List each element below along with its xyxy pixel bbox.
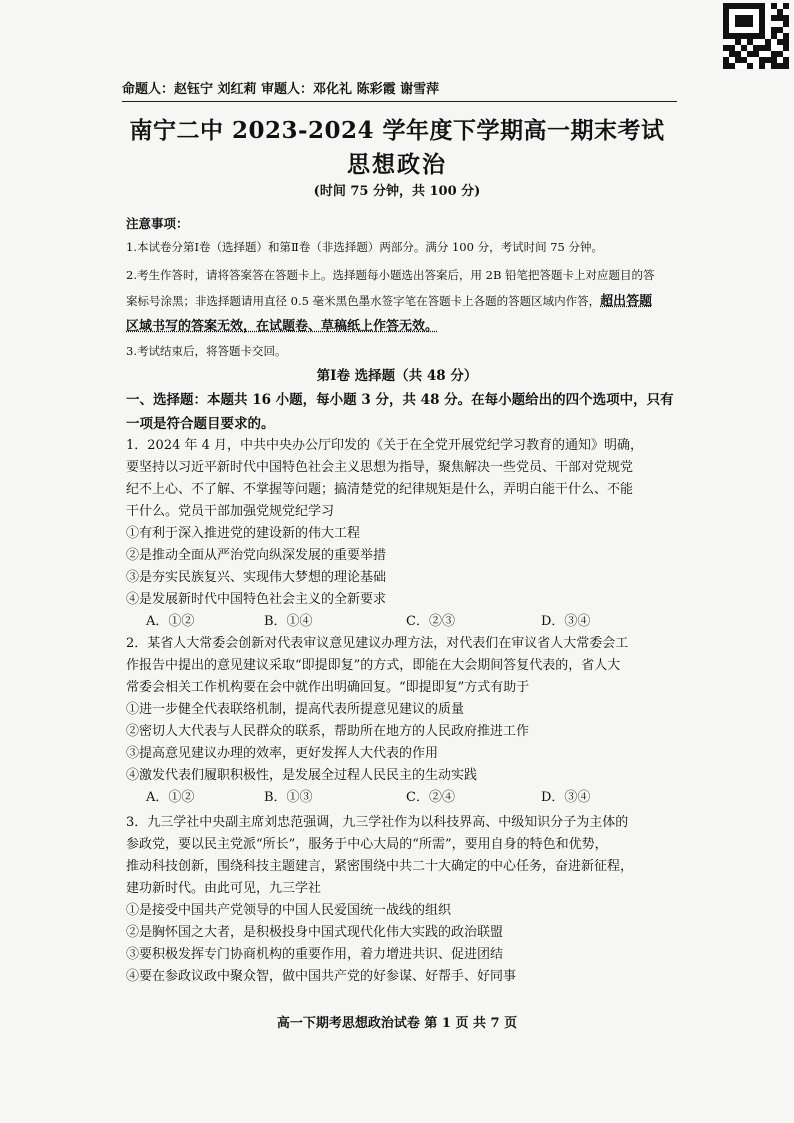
qr-code bbox=[723, 3, 789, 69]
section-title: 第Ⅰ卷 选择题（共 48 分） bbox=[316, 368, 478, 384]
notes-title: 注意事项： bbox=[126, 216, 189, 231]
q1-option-a: A．①② bbox=[146, 614, 195, 629]
header-rule bbox=[122, 101, 677, 102]
page-footer: 高一下期考思想政治试卷 第 1 页 共 7 页 bbox=[276, 1016, 518, 1031]
q2-option-d: D．③④ bbox=[541, 790, 591, 805]
q2-option-a: A．①② bbox=[146, 790, 195, 805]
q2-option-b: B．①③ bbox=[264, 790, 313, 805]
question-2: 2．某省人大常委会创新对代表审议意见建议办理方法，对代表们在审议省人大常委会工 作报告中提出的意见建议采取“即提即复”的方式，即能在大会期间答复代表的，省人大 常委会相关工作机构要在会中就作出明确回复。“即提即复”方式有助于 ①进一步健全代表联络机制，提高代表所提意见建议的质量 ②密切人大代表与人民群众的联系，帮助所在地方的人民政府推进工作 ③提高意见建议办理的效率，更好发挥人大代表的作用 ④激发代表们履职积极性，是发展全过程人民民主的生动实践 A．①② B．①③ C．②④ D．③④ bbox=[126, 633, 686, 809]
q1-option-d: D．③④ bbox=[541, 614, 591, 629]
note-2-line-3: 区域书写的答案无效，在试题卷、草稿纸上作答无效。 bbox=[126, 319, 439, 334]
subject-title: 思想政治 bbox=[347, 151, 447, 178]
section-instructions: 一、选择题：本题共 16 小题，每小题 3 分，共 48 分。在每小题给出的四个选项中，只有 一项是符合题目要求的。 bbox=[126, 392, 674, 432]
exam-title: 南宁二中 2023-2024 学年度下学期高一期末考试 bbox=[129, 117, 665, 144]
note-3: 3.考试结束后，将答题卡交回。 bbox=[126, 344, 287, 358]
note-1: 1.本试卷分第Ⅰ卷（选择题）和第Ⅱ卷（非选择题）两部分。满分 100 分，考试时间 75 分钟。 bbox=[126, 240, 604, 254]
time-info: (时间 75 分钟，共 100 分) bbox=[313, 184, 481, 199]
q1-option-b: B．①④ bbox=[264, 614, 313, 629]
question-3: 3．九三学社中央副主席刘忠范强调，九三学社作为以科技界高、中级知识分子为主体的 参政党，要以民主党派“所长”，服务于中心大局的“所需”，要用自身的特色和优势， 推动科技创新，围绕科技主题建言，紧密围绕中共二十大确定的中心任务，奋进新征程， 建功新时代。由此可见，九三学社 ①是接受中国共产党领导的中国人民爱国统一战线的组织 ②是胸怀国之大者，是积极投身中国式现代化伟大实践的政治联盟 ③要积极发挥专门协商机构的重要作用，着力增进共识、促进团结 ④要在参政议政中聚众智，做中国共产党的好参谋、好帮手、好同事 bbox=[126, 815, 634, 984]
q1-option-c: C．②③ bbox=[406, 614, 455, 629]
q2-option-c: C．②④ bbox=[406, 790, 455, 805]
authors-line: 命题人：赵钰宁 刘红莉 审题人：邓化礼 陈彩霞 谢雪萍 bbox=[122, 82, 440, 97]
question-1: 1．2024 年 4 月，中共中央办公厅印发的《关于在全党开展党纪学习教育的通知》明确， 要坚持以习近平新时代中国特色社会主义思想为指导，聚焦解决一些党员、干部对党规党 纪不上心、不了解、不掌握等问题；搞清楚党的纪律规矩是什么，弄明白能干什么、不能 干什么。党员干部加强党规党纪学习 ①有利于深入推进党的建设新的伟大工程 ②是推动全面从严治党向纵深发展的重要举措 ③是夯实民族复兴、实现伟大梦想的理论基础 ④是发展新时代中国特色社会主义的全新要求 A．①② B．①④ C．②③ D．③④ bbox=[126, 435, 686, 633]
note-2-line-2: 案标号涂黑；非选择题请用直径 0.5 毫米黑色墨水签字笔在答题卡上各题的答题区域内作答，超出答题 bbox=[126, 294, 653, 309]
note-2-line-1: 2.考生作答时，请将答案答在答题卡上。选择题每小题选出答案后，用 2B 铅笔把答题卡上对应题目的答 bbox=[126, 268, 655, 282]
